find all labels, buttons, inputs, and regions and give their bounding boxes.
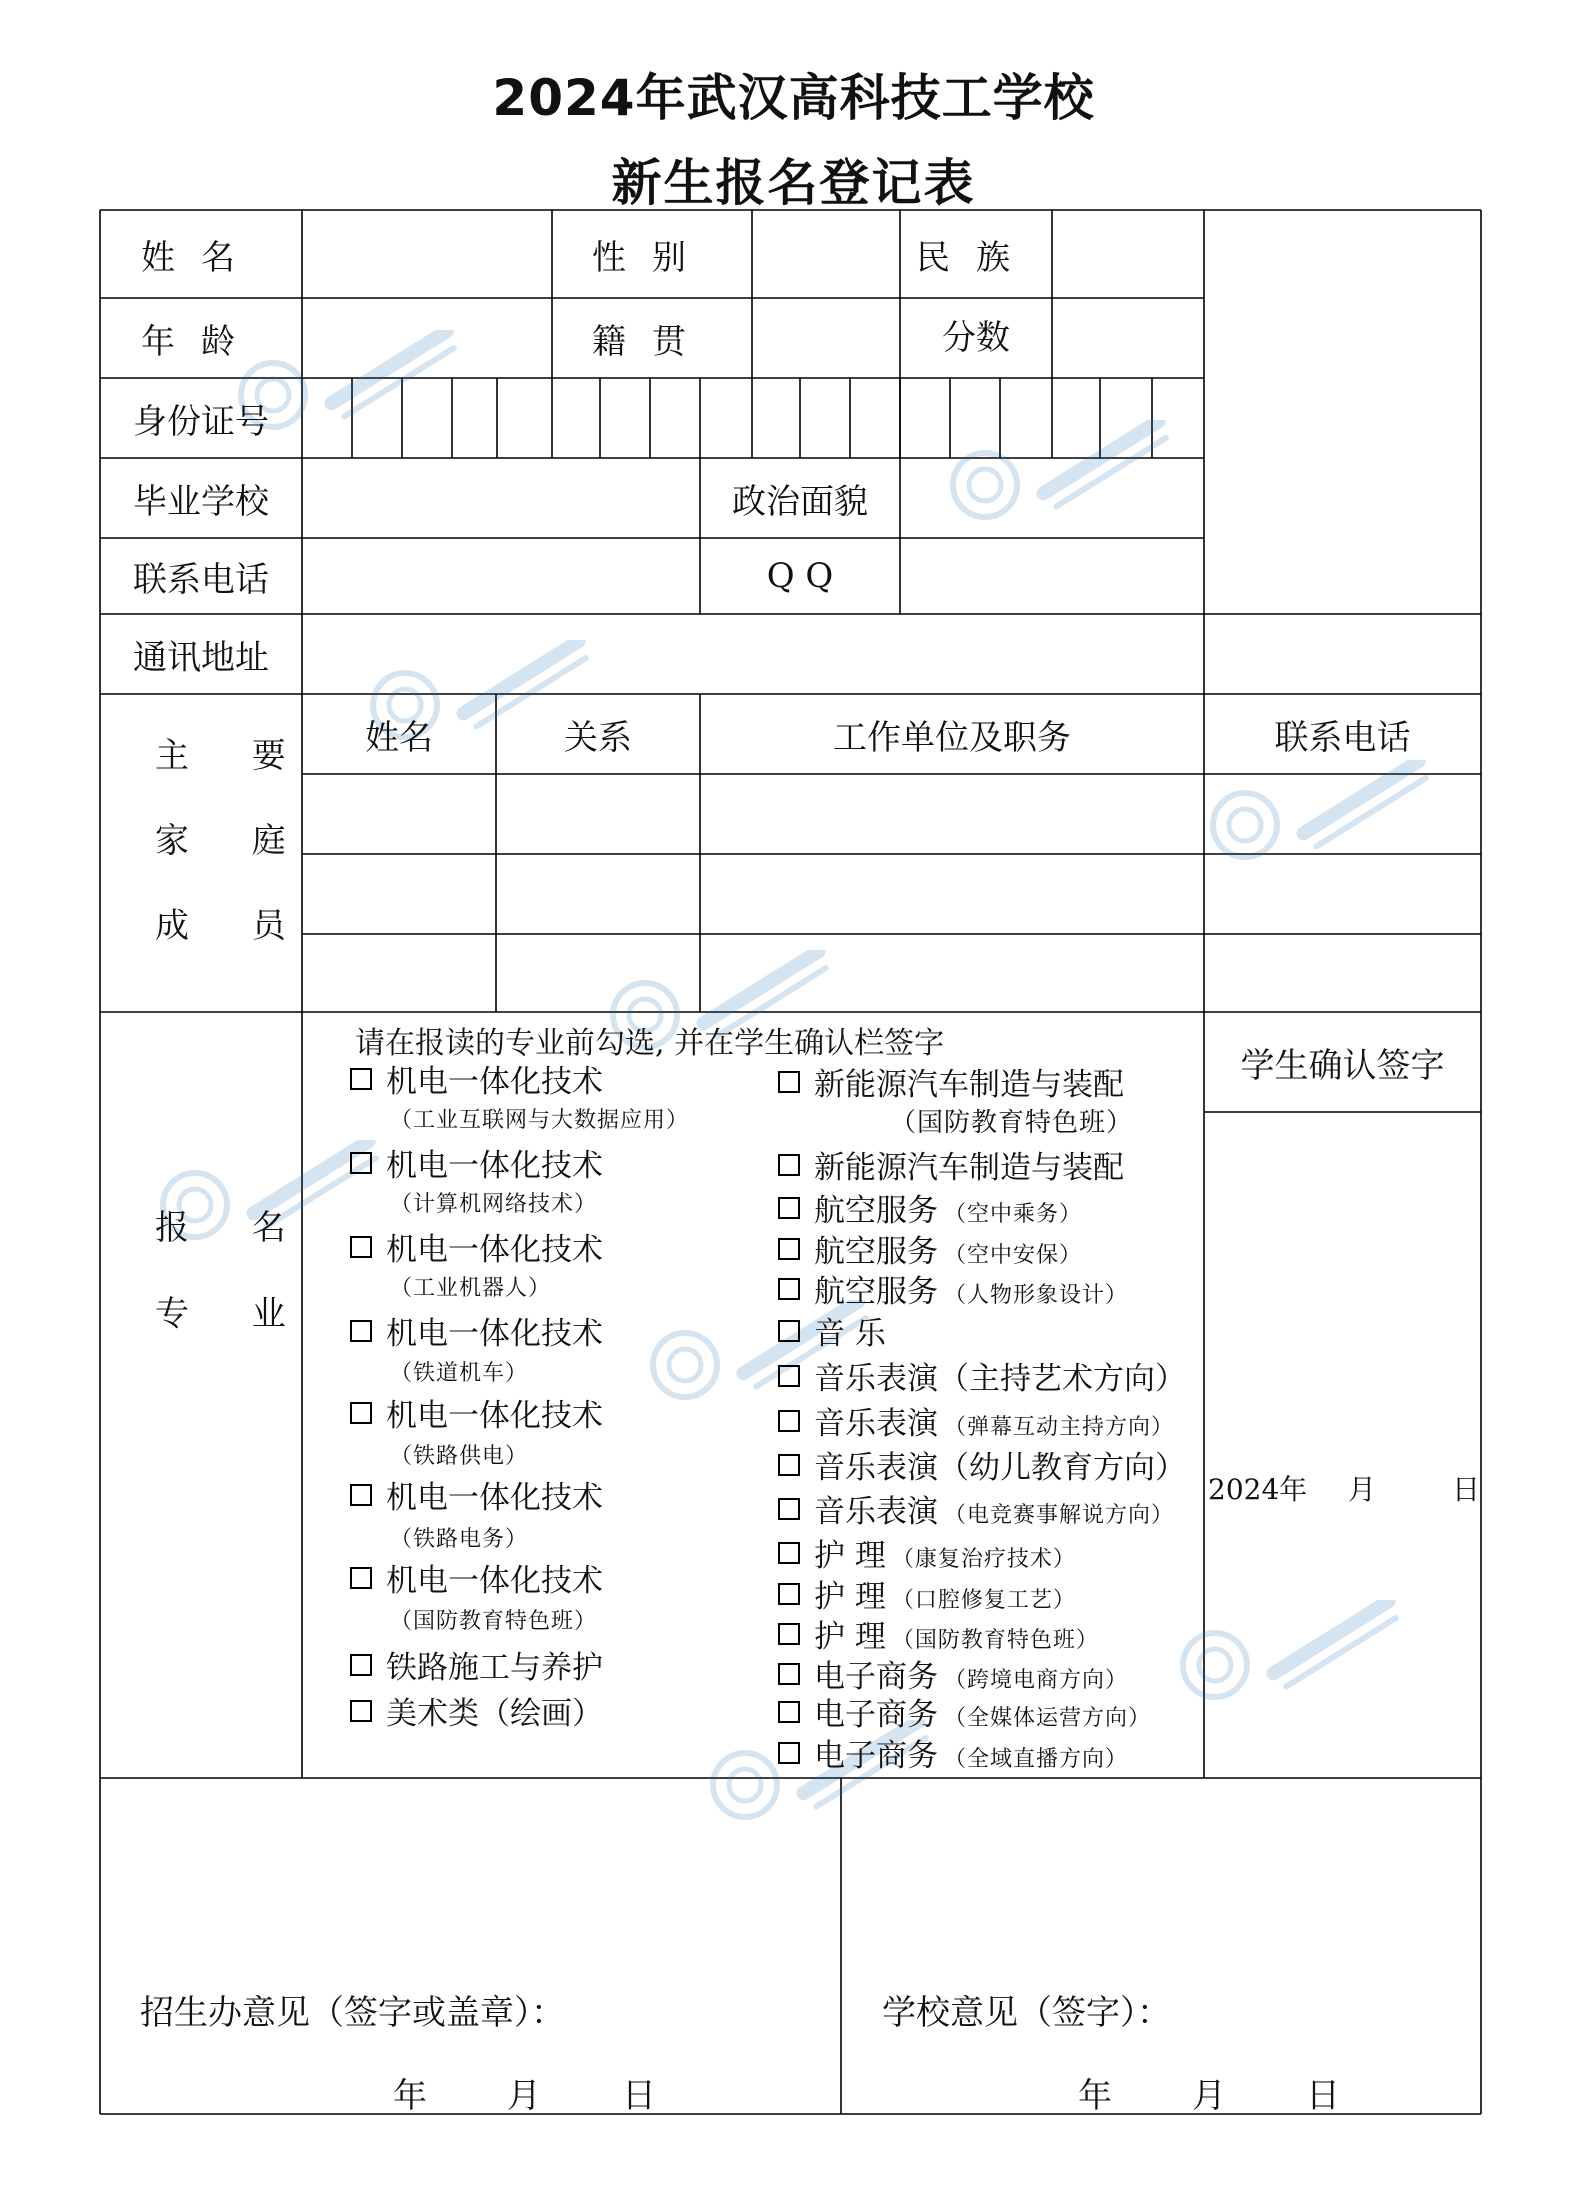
- option-label: 音 乐: [814, 1316, 886, 1352]
- school-day: 日: [1306, 2076, 1340, 2116]
- major-option-right[interactable]: [778, 1730, 1128, 1775]
- option-label: 电子商务: [814, 1738, 938, 1774]
- option-label: 电子商务: [814, 1697, 938, 1733]
- option-note: （铁路供电）: [390, 1444, 529, 1469]
- checkbox[interactable]: [350, 1236, 372, 1258]
- option-note: （空中安保）: [944, 1243, 1083, 1268]
- checkbox[interactable]: [778, 1154, 800, 1176]
- checkbox[interactable]: [778, 1663, 800, 1685]
- confirm-month: 月: [1348, 1473, 1377, 1506]
- label-gender: 性别: [592, 237, 712, 278]
- confirm-year: 2024年: [1208, 1473, 1308, 1506]
- family-label-2: 家 庭: [155, 821, 312, 861]
- name-input[interactable]: [302, 210, 552, 298]
- label-native-place: 籍贯: [592, 321, 712, 362]
- option-note: （铁路电务）: [390, 1527, 529, 1552]
- family-label-3: 成 员: [155, 906, 312, 946]
- checkbox[interactable]: [350, 1700, 372, 1722]
- form-title: 2024年武汉高科技工学校: [492, 69, 1095, 127]
- graduated-school-input[interactable]: [302, 458, 700, 538]
- major-option-left[interactable]: [350, 1472, 603, 1517]
- option-note: （弹幕互动主持方向）: [944, 1415, 1175, 1440]
- major-option-right[interactable]: [778, 1142, 1124, 1187]
- major-label-1: 报 名: [155, 1208, 312, 1248]
- major-option-left[interactable]: [350, 1224, 603, 1269]
- major-instruction: 请在报读的专业前勾选, 并在学生确认栏签字: [355, 1026, 945, 1061]
- option-label: 机电一体化技术: [386, 1148, 603, 1184]
- family-col-work: 工作单位及职务: [833, 717, 1071, 758]
- major-option-right[interactable]: [778, 1486, 1174, 1531]
- option-label: 航空服务: [814, 1274, 938, 1310]
- option-note: （人物形象设计）: [944, 1283, 1129, 1308]
- option-label: 机电一体化技术: [386, 1480, 603, 1516]
- checkbox[interactable]: [350, 1068, 372, 1090]
- option-note: （国防教育特色班）: [390, 1609, 598, 1634]
- major-option-right[interactable]: [778, 1266, 1128, 1311]
- family-member-cell[interactable]: [1204, 774, 1481, 854]
- label-ethnicity: 民族: [916, 237, 1036, 278]
- major-option-right[interactable]: [778, 1530, 1076, 1575]
- option-label: 机电一体化技术: [386, 1232, 603, 1268]
- option-note: （口腔修复工艺）: [891, 1588, 1076, 1613]
- major-option-left[interactable]: [350, 1642, 603, 1687]
- label-id-number: 身份证号: [133, 401, 269, 442]
- family-member-cell[interactable]: [700, 854, 1204, 934]
- label-age: 年龄: [141, 321, 261, 362]
- major-option-right[interactable]: [778, 1442, 1186, 1487]
- admissions-day: 日: [622, 2076, 656, 2116]
- school-opinion-area[interactable]: [841, 1778, 1481, 2114]
- option-note[interactable]: [890, 1102, 1133, 1139]
- option-label: 航空服务: [814, 1234, 938, 1270]
- family-col-name: 姓名: [365, 717, 433, 758]
- checkbox[interactable]: [778, 1623, 800, 1645]
- option-label: 机电一体化技术: [386, 1316, 603, 1352]
- checkbox[interactable]: [778, 1583, 800, 1605]
- option-label: 音乐表演: [814, 1406, 938, 1442]
- admissions-opinion-label: 招生办意见（签字或盖章）：: [140, 1993, 565, 2033]
- ethnicity-input[interactable]: [1052, 210, 1204, 298]
- id-number-input[interactable]: [302, 378, 1204, 458]
- option-label: 电子商务: [814, 1659, 938, 1695]
- checkbox[interactable]: [350, 1654, 372, 1676]
- checkbox[interactable]: [778, 1197, 800, 1219]
- family-member-cell[interactable]: [700, 774, 1204, 854]
- major-option-left[interactable]: [350, 1308, 603, 1353]
- checkbox[interactable]: [350, 1320, 372, 1342]
- major-option-right[interactable]: [778, 1185, 1082, 1230]
- family-member-cell[interactable]: [302, 934, 496, 1014]
- family-member-cell[interactable]: [1204, 854, 1481, 934]
- school-year: 年: [1078, 2076, 1112, 2116]
- family-col-phone: 联系电话: [1274, 717, 1411, 758]
- qq-input[interactable]: [900, 538, 1204, 614]
- political-status-input[interactable]: [900, 458, 1204, 538]
- label-name: 姓名: [141, 237, 261, 278]
- student-signature-area[interactable]: [1204, 1112, 1481, 1778]
- major-option-left[interactable]: [350, 1140, 603, 1185]
- option-label: 音乐表演: [814, 1494, 938, 1530]
- checkbox[interactable]: [778, 1278, 800, 1300]
- checkbox[interactable]: [350, 1567, 372, 1589]
- phone-input[interactable]: [302, 538, 700, 614]
- option-label: 机电一体化技术: [386, 1398, 603, 1434]
- option-label: 护 理: [814, 1538, 886, 1574]
- school-opinion-label: 学校意见（签字）：: [882, 1993, 1171, 2033]
- label-political-status: 政治面貌: [732, 481, 868, 522]
- admissions-month: 月: [507, 2076, 541, 2116]
- major-option-right[interactable]: [778, 1611, 1099, 1656]
- option-note: （铁道机车）: [390, 1361, 529, 1386]
- score-input[interactable]: [1052, 298, 1204, 378]
- label-address: 通讯地址: [133, 637, 269, 678]
- gender-input[interactable]: [752, 210, 900, 298]
- checkbox[interactable]: [778, 1454, 800, 1476]
- major-option-right[interactable]: [778, 1226, 1082, 1271]
- option-label: 美术类（绘画）: [386, 1696, 603, 1732]
- family-member-cell[interactable]: [302, 774, 496, 854]
- major-label-2: 专 业: [155, 1294, 312, 1334]
- option-label: 护 理: [814, 1579, 886, 1615]
- checkbox[interactable]: [778, 1238, 800, 1260]
- checkbox[interactable]: [778, 1320, 800, 1342]
- option-label: 机电一体化技术: [386, 1563, 603, 1599]
- option-label: 铁路施工与养护: [386, 1650, 603, 1686]
- family-member-cell[interactable]: [1204, 934, 1481, 1014]
- checkbox[interactable]: [350, 1152, 372, 1174]
- checkbox[interactable]: [778, 1071, 800, 1093]
- confirm-day: 日: [1452, 1473, 1481, 1506]
- option-note: （空中乘务）: [944, 1202, 1083, 1227]
- family-member-cell[interactable]: [302, 854, 496, 934]
- option-label: 护 理: [814, 1619, 886, 1655]
- label-qq: Q Q: [766, 556, 834, 596]
- family-member-cell[interactable]: [700, 934, 1204, 1014]
- checkbox[interactable]: [778, 1498, 800, 1520]
- major-option-left[interactable]: [350, 1390, 603, 1435]
- student-confirm-header: 学生确认签字: [1240, 1045, 1445, 1086]
- checkbox[interactable]: [778, 1701, 800, 1723]
- age-input[interactable]: [302, 298, 552, 378]
- option-label: 新能源汽车制造与装配: [814, 1067, 1124, 1103]
- admissions-opinion-area[interactable]: [100, 1778, 841, 2114]
- family-member-cell[interactable]: [496, 934, 700, 1014]
- option-label: 音乐表演（幼儿教育方向）: [814, 1450, 1186, 1486]
- checkbox[interactable]: [778, 1410, 800, 1432]
- address-input[interactable]: [302, 614, 1481, 694]
- checkbox[interactable]: [778, 1365, 800, 1387]
- major-option-right[interactable]: [778, 1398, 1174, 1443]
- checkbox[interactable]: [350, 1402, 372, 1424]
- option-label: 机电一体化技术: [386, 1064, 603, 1100]
- major-option-left[interactable]: [350, 1056, 603, 1101]
- option-note: （全媒体运营方向）: [944, 1706, 1152, 1731]
- option-note: （工业机器人）: [390, 1276, 552, 1301]
- option-note: （跨境电商方向）: [944, 1668, 1129, 1693]
- major-option-right[interactable]: [778, 1689, 1151, 1734]
- major-option-right[interactable]: [778, 1308, 886, 1353]
- option-label: 航空服务: [814, 1193, 938, 1229]
- native-place-input[interactable]: [752, 298, 900, 378]
- family-member-cell[interactable]: [496, 774, 700, 854]
- major-option-right[interactable]: [778, 1059, 1124, 1104]
- family-label-1: 主 要: [155, 736, 312, 776]
- school-month: 月: [1192, 2076, 1226, 2116]
- option-note: （工业互联网与大数据应用）: [390, 1108, 690, 1133]
- option-note: （电竞赛事解说方向）: [944, 1503, 1175, 1528]
- label-score: 分数: [942, 317, 1010, 358]
- checkbox[interactable]: [350, 1484, 372, 1506]
- option-note: （康复治疗技术）: [891, 1547, 1076, 1572]
- label-phone: 联系电话: [133, 559, 269, 600]
- major-option-right[interactable]: [778, 1353, 1186, 1398]
- checkbox[interactable]: [778, 1742, 800, 1764]
- major-option-right[interactable]: [778, 1571, 1076, 1616]
- option-note: （全域直播方向）: [944, 1747, 1129, 1772]
- major-option-left[interactable]: [350, 1688, 603, 1733]
- label-graduated-school: 毕业学校: [133, 481, 269, 522]
- option-note: （计算机网络技术）: [390, 1192, 598, 1217]
- family-member-cell[interactable]: [496, 854, 700, 934]
- family-col-relation: 关系: [564, 717, 632, 758]
- major-option-left[interactable]: [350, 1555, 603, 1600]
- option-label: 音乐表演（主持艺术方向）: [814, 1361, 1186, 1397]
- admissions-year: 年: [393, 2076, 427, 2116]
- form-subtitle: 新生报名登记表: [611, 154, 976, 212]
- option-note-text: （国防教育特色班）: [890, 1108, 1134, 1138]
- option-note: （国防教育特色班）: [891, 1628, 1099, 1653]
- option-label: 新能源汽车制造与装配: [814, 1150, 1124, 1186]
- checkbox[interactable]: [778, 1542, 800, 1564]
- photo-area[interactable]: [1204, 210, 1481, 614]
